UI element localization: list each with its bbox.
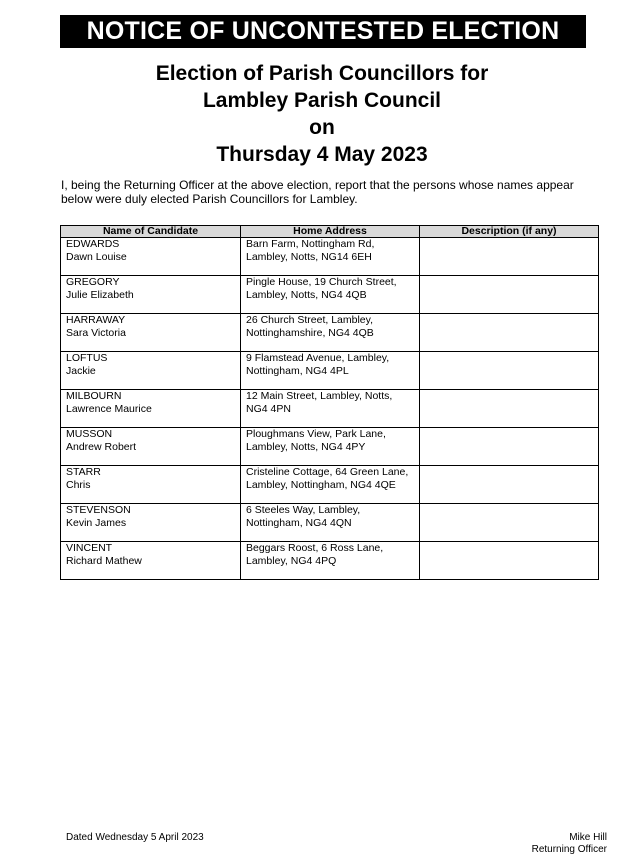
officer-name: Mike Hill xyxy=(569,832,607,843)
candidate-address: Pingle House, 19 Church Street, Lambley, Notts, NG4 4QB xyxy=(241,276,420,314)
candidate-cell xyxy=(61,352,241,390)
candidate-description xyxy=(420,238,599,276)
candidate-surname: STEVENSON xyxy=(66,504,131,516)
candidate-address: 26 Church Street, Lambley, Nottinghamshire, NG4 4QB xyxy=(241,314,420,352)
header-address: Home Address xyxy=(241,226,420,238)
candidate-surname: STARR xyxy=(66,466,101,478)
intro-paragraph: I, being the Returning Officer at the above election, report that the persons whose names appear below were duly elected Parish Councillors for Lambley. xyxy=(61,178,574,206)
table-row xyxy=(61,466,599,504)
candidate-surname: MILBOURN xyxy=(66,390,122,402)
candidates-table xyxy=(60,225,599,580)
candidate-forenames: Richard Mathew xyxy=(66,554,142,567)
officer-title: Returning Officer xyxy=(531,844,607,855)
heading-line-3: on xyxy=(309,116,335,139)
candidate-address: 6 Steeles Way, Lambley, Nottingham, NG4 4QN xyxy=(241,504,420,542)
table-row xyxy=(61,352,599,390)
candidate-surname: HARRAWAY xyxy=(66,314,126,326)
candidate-address: 12 Main Street, Lambley, Notts, NG4 4PN xyxy=(241,390,420,428)
candidate-cell xyxy=(61,238,241,276)
candidate-forenames: Kevin James xyxy=(66,516,127,529)
heading-line-1: Election of Parish Councillors for xyxy=(155,62,489,85)
candidate-cell xyxy=(61,542,241,580)
candidate-surname: EDWARDS xyxy=(66,238,120,250)
candidate-forenames: Chris xyxy=(66,478,91,491)
candidate-surname: GREGORY xyxy=(66,276,120,288)
candidate-description xyxy=(420,314,599,352)
candidate-surname: LOFTUS xyxy=(66,352,108,364)
candidate-forenames: Julie Elizabeth xyxy=(66,288,134,301)
table-row xyxy=(61,390,599,428)
candidate-address: Beggars Roost, 6 Ross Lane, Lambley, NG4 4PQ xyxy=(241,542,420,580)
table-row xyxy=(61,276,599,314)
header-description: Description (if any) xyxy=(420,226,599,238)
candidate-forenames: Jackie xyxy=(66,364,96,377)
table-header-row xyxy=(61,226,599,238)
candidate-address: 9 Flamstead Avenue, Lambley, Nottingham, NG4 4PL xyxy=(241,352,420,390)
candidate-address: Cristeline Cottage, 64 Green Lane, Lambley, Nottingham, NG4 4QE xyxy=(241,466,420,504)
candidate-cell xyxy=(61,428,241,466)
candidate-description xyxy=(420,352,599,390)
heading-line-2: Lambley Parish Council xyxy=(202,89,442,112)
table-row xyxy=(61,504,599,542)
candidate-description xyxy=(420,466,599,504)
candidate-description xyxy=(420,504,599,542)
candidate-cell xyxy=(61,390,241,428)
candidate-cell xyxy=(61,314,241,352)
candidate-description xyxy=(420,276,599,314)
candidate-surname: MUSSON xyxy=(66,428,113,440)
heading-line-4: Thursday 4 May 2023 xyxy=(216,143,428,166)
candidate-surname: VINCENT xyxy=(66,542,113,554)
candidate-description xyxy=(420,542,599,580)
candidate-description xyxy=(420,390,599,428)
table-row xyxy=(61,428,599,466)
candidate-forenames: Lawrence Maurice xyxy=(66,402,152,415)
table-row xyxy=(61,542,599,580)
candidate-forenames: Dawn Louise xyxy=(66,250,127,263)
candidate-forenames: Andrew Robert xyxy=(66,440,137,453)
candidate-description xyxy=(420,428,599,466)
candidate-cell xyxy=(61,466,241,504)
candidate-cell xyxy=(61,276,241,314)
candidate-address: Barn Farm, Nottingham Rd, Lambley, Notts, NG14 6EH xyxy=(241,238,420,276)
header-name: Name of Candidate xyxy=(61,226,241,238)
candidate-address: Ploughmans View, Park Lane, Lambley, Notts, NG4 4PY xyxy=(241,428,420,466)
table-row xyxy=(61,238,599,276)
signature-block xyxy=(532,832,607,856)
dated-text: Dated Wednesday 5 April 2023 xyxy=(66,832,204,843)
notice-banner: NOTICE OF UNCONTESTED ELECTION xyxy=(60,15,586,48)
candidate-cell xyxy=(61,504,241,542)
candidate-forenames: Sara Victoria xyxy=(66,326,126,339)
table-row xyxy=(61,314,599,352)
